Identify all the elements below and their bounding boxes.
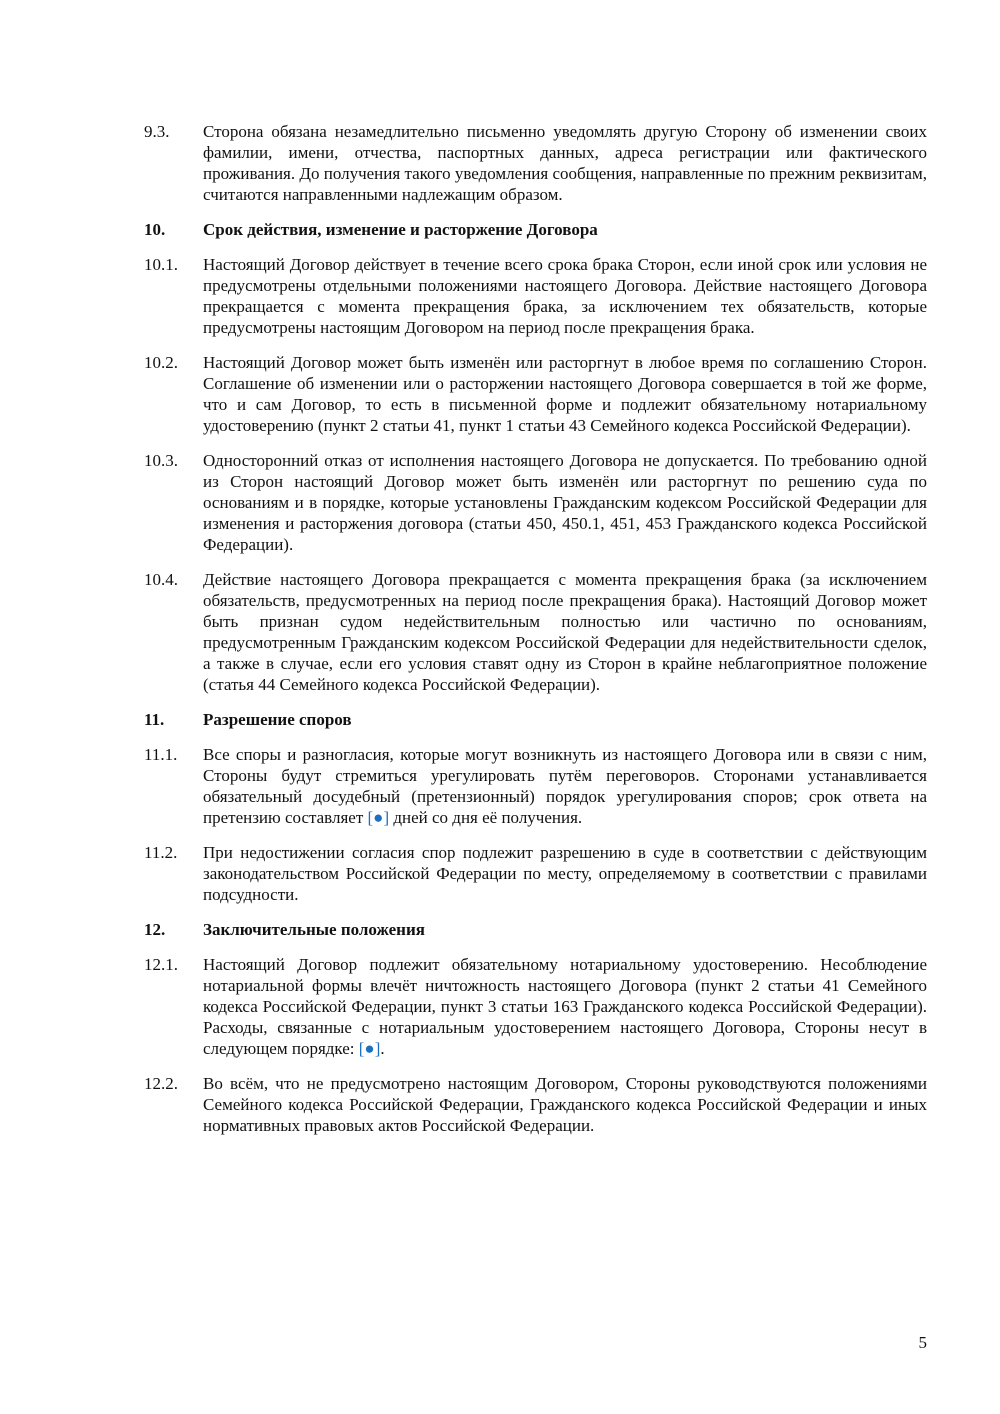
section-title: Срок действия, изменение и расторжение Договора (203, 220, 598, 239)
section-title: Разрешение споров (203, 710, 352, 729)
clause-text: При недостижении согласия спор подлежит разрешению в суде в соответствии с действующим законодательством Российской Федерации по месту, определяемому в соответствии с правилами подсудности. (203, 843, 927, 904)
placeholder-field: [●] (367, 808, 390, 827)
placeholder-field: [●] (358, 1039, 381, 1058)
clause-text-after: дней со дня её получения. (389, 808, 583, 827)
clause-number: 9.3. (144, 122, 170, 141)
clause-text (203, 744, 927, 828)
clause-number: 10.1. (144, 255, 178, 274)
clause-text: Действие настоящего Договора прекращается с момента прекращения брака (за исключением обязательств, предусмотренных на период после прекращения брака). Настоящий Договор может быть признан судом недействительным полностью или частично по основаниям, предусмотренным Гражданским кодексом Российской Федерации для недействительности сделок, а также в случае, если его условия ставят одну из Сторон в крайне неблагоприятное положение (статья 44 Семейного кодекса Российской Федерации). (203, 570, 927, 694)
clause-10-4 (144, 569, 927, 695)
section-heading-10 (144, 219, 927, 240)
clause-11-2 (144, 842, 927, 905)
clause-text-after: . (380, 1039, 385, 1058)
section-heading-12 (144, 919, 927, 940)
section-title: Заключительные положения (203, 920, 425, 939)
clause-number: 11.2. (144, 843, 178, 862)
clause-text: Сторона обязана незамедлительно письменно уведомлять другую Сторону об изменении своих фамилии, имени, отчества, паспортных данных, адреса регистрации или фактического проживания. До получения такого уведомления сообщения, направленные по прежним реквизитам, считаются направленными надлежащим образом. (203, 122, 927, 204)
clause-number: 12.2. (144, 1074, 178, 1093)
clause-text (203, 954, 927, 1059)
clause-12-1 (144, 954, 927, 1059)
clause-number: 12.1. (144, 955, 178, 974)
clause-text: Во всём, что не предусмотрено настоящим Договором, Стороны руководствуются положениями Семейного кодекса Российской Федерации, Гражданского кодекса Российской Федерации и иных нормативных правовых актов Российской Федерации. (203, 1074, 927, 1135)
clause-10-2 (144, 352, 927, 436)
page-number: 5 (918, 1333, 927, 1352)
section-heading-11 (144, 709, 927, 730)
clause-text: Настоящий Договор действует в течение всего срока брака Сторон, если иной срок или условия не предусмотрены отдельными положениями настоящего Договора. Действие настоящего Договора прекращается с момента прекращения брака, за исключением тех обязательств, которые предусмотрены настоящим Договором на период после прекращения брака. (203, 255, 927, 337)
clause-text-before: Все споры и разногласия, которые могут возникнуть из настоящего Договора или в связи с ним, Стороны будут стремиться урегулировать путём переговоров. Сторонами устанавливается обязательный досудебный (претензионный) порядок урегулирования споров; срок ответа на претензию составляет (203, 745, 927, 827)
clause-text: Односторонний отказ от исполнения настоящего Договора не допускается. По требованию одной из Сторон настоящий Договор может быть изменён или расторгнут по решению суда по основаниям и в порядке, которые установлены Гражданским кодексом Российской Федерации для изменения и расторжения договора (статьи 450, 450.1, 451, 453 Гражданского кодекса Российской Федерации). (203, 451, 927, 554)
clause-number: 11.1. (144, 745, 178, 764)
section-number: 10. (144, 220, 166, 239)
clause-9-3 (144, 121, 927, 205)
clause-11-1 (144, 744, 927, 828)
clause-number: 10.4. (144, 570, 178, 589)
clause-number: 10.3. (144, 451, 178, 470)
document-page (144, 121, 927, 1150)
clause-text-before: Настоящий Договор подлежит обязательному нотариальному удостоверению. Несоблюдение нотариальной формы влечёт ничтожность настоящего Договора (пункт 2 статьи 41 Семейного кодекса Российской Федерации, пункт 3 статьи 163 Гражданского кодекса Российской Федерации). Расходы, связанные с нотариальным удостоверением настоящего Договора, Стороны несут в следующем порядке: (203, 955, 927, 1058)
clause-number: 10.2. (144, 353, 178, 372)
clause-text: Настоящий Договор может быть изменён или расторгнут в любое время по соглашению Сторон. Соглашение об изменении или о расторжении настоящего Договора совершается в той же форме, что и сам Договор, то есть в письменной форме и подлежит обязательному нотариальному удостоверению (пункт 2 статьи 41, пункт 1 статьи 43 Семейного кодекса Российской Федерации). (203, 353, 927, 435)
section-number: 11. (144, 710, 165, 729)
clause-10-3 (144, 450, 927, 555)
section-number: 12. (144, 920, 166, 939)
clause-10-1 (144, 254, 927, 338)
clause-12-2 (144, 1073, 927, 1136)
